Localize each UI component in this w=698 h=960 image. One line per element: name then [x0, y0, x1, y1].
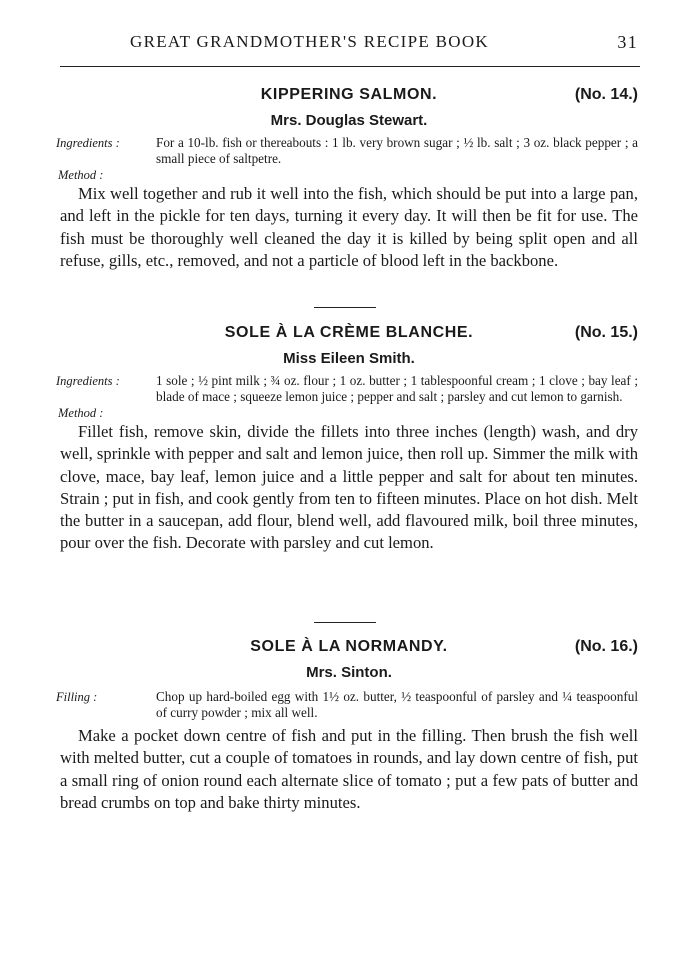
- recipe-title: KIPPERING SALMON.: [260, 86, 438, 103]
- section-divider: [314, 622, 376, 623]
- method-text: Fillet fish, remove skin, divide the fillets into three inches (length) wash, and dry well, sprinkle with pepper and salt and lemon juice, then roll up. Simmer the milk with clove, mace, bay leaf, lemon juice and a little pepper and salt for about ten minutes. Strain ; put in fish, and cook gently from ten to fifteen minutes. Place on hot dish. Melt the butter in a saucepan, add flour, blend well, add flavoured milk, boil three minutes, pour over the fish. Decorate with parsley and cut lemon.: [60, 422, 638, 553]
- recipe-kippering-salmon: [56, 86, 638, 272]
- book-title: GREAT GRANDMOTHER'S RECIPE BOOK: [130, 32, 489, 51]
- header-rule: [60, 66, 640, 67]
- page-number: 31: [617, 32, 638, 52]
- filling-block: [56, 689, 638, 721]
- ingredients-label: Ingredients :: [56, 136, 120, 150]
- ingredients-block: [56, 373, 638, 405]
- recipe-title-row: [60, 324, 638, 348]
- recipe-sole-normandy: [56, 638, 638, 814]
- recipe-title: SOLE À LA NORMANDY.: [250, 638, 448, 655]
- filling-text: Chop up hard-boiled egg with 1½ oz. butter, ½ teaspoonful of parsley and ¼ teaspoonful of curry powder ; mix all well.: [156, 689, 638, 720]
- method-label: Method :: [58, 406, 104, 420]
- method-text: Mix well together and rub it well into the fish, which should be put into a large pan, and left in the pickle for ten days, turning it every day. It will then be fit for use. The fish must be thoroughly well cleaned the day it is killed by being split open and all refuse, gills, etc., removed, and not a particle of blood left in the backbone.: [60, 184, 638, 270]
- recipe-number: (No. 15.): [574, 324, 638, 341]
- section-divider: [314, 307, 376, 308]
- ingredients-text: 1 sole ; ½ pint milk ; ¾ oz. flour ; 1 oz. butter ; 1 tablespoonful cream ; 1 clove ; bay leaf ; blade of mace ; squeeze lemon juice ; pepper and salt ; parsley and cut lemon to garnish.: [156, 373, 638, 404]
- recipe-author: Mrs. Sinton.: [306, 664, 392, 681]
- ingredients-text: For a 10-lb. fish or thereabouts : 1 lb. very brown sugar ; ½ lb. salt ; 3 oz. black pepper ; a small piece of saltpetre.: [156, 135, 638, 166]
- recipe-sole-creme-blanche: [56, 324, 638, 555]
- recipe-title-row: [60, 86, 638, 110]
- ingredients-block: [56, 135, 638, 167]
- method-label: Method :: [58, 168, 104, 182]
- recipe-author: Mrs. Douglas Stewart.: [270, 112, 428, 129]
- recipe-number: (No. 16.): [574, 638, 638, 655]
- filling-label: Filling :: [56, 690, 98, 704]
- recipe-number: (No. 14.): [574, 86, 638, 103]
- recipe-title-row: [60, 638, 638, 662]
- method-text: Make a pocket down centre of fish and put in the filling. Then brush the fish well with melted butter, cut a couple of tomatoes in rounds, and lay down centre of fish, put a small ring of onion round each alternate slice of tomato ; put a few pats of butter and bread crumbs on top and bake thirty minutes.: [60, 726, 638, 812]
- recipe-author: Miss Eileen Smith.: [283, 350, 415, 367]
- ingredients-label: Ingredients :: [56, 374, 120, 388]
- recipe-title: SOLE À LA CRÈME BLANCHE.: [224, 324, 474, 341]
